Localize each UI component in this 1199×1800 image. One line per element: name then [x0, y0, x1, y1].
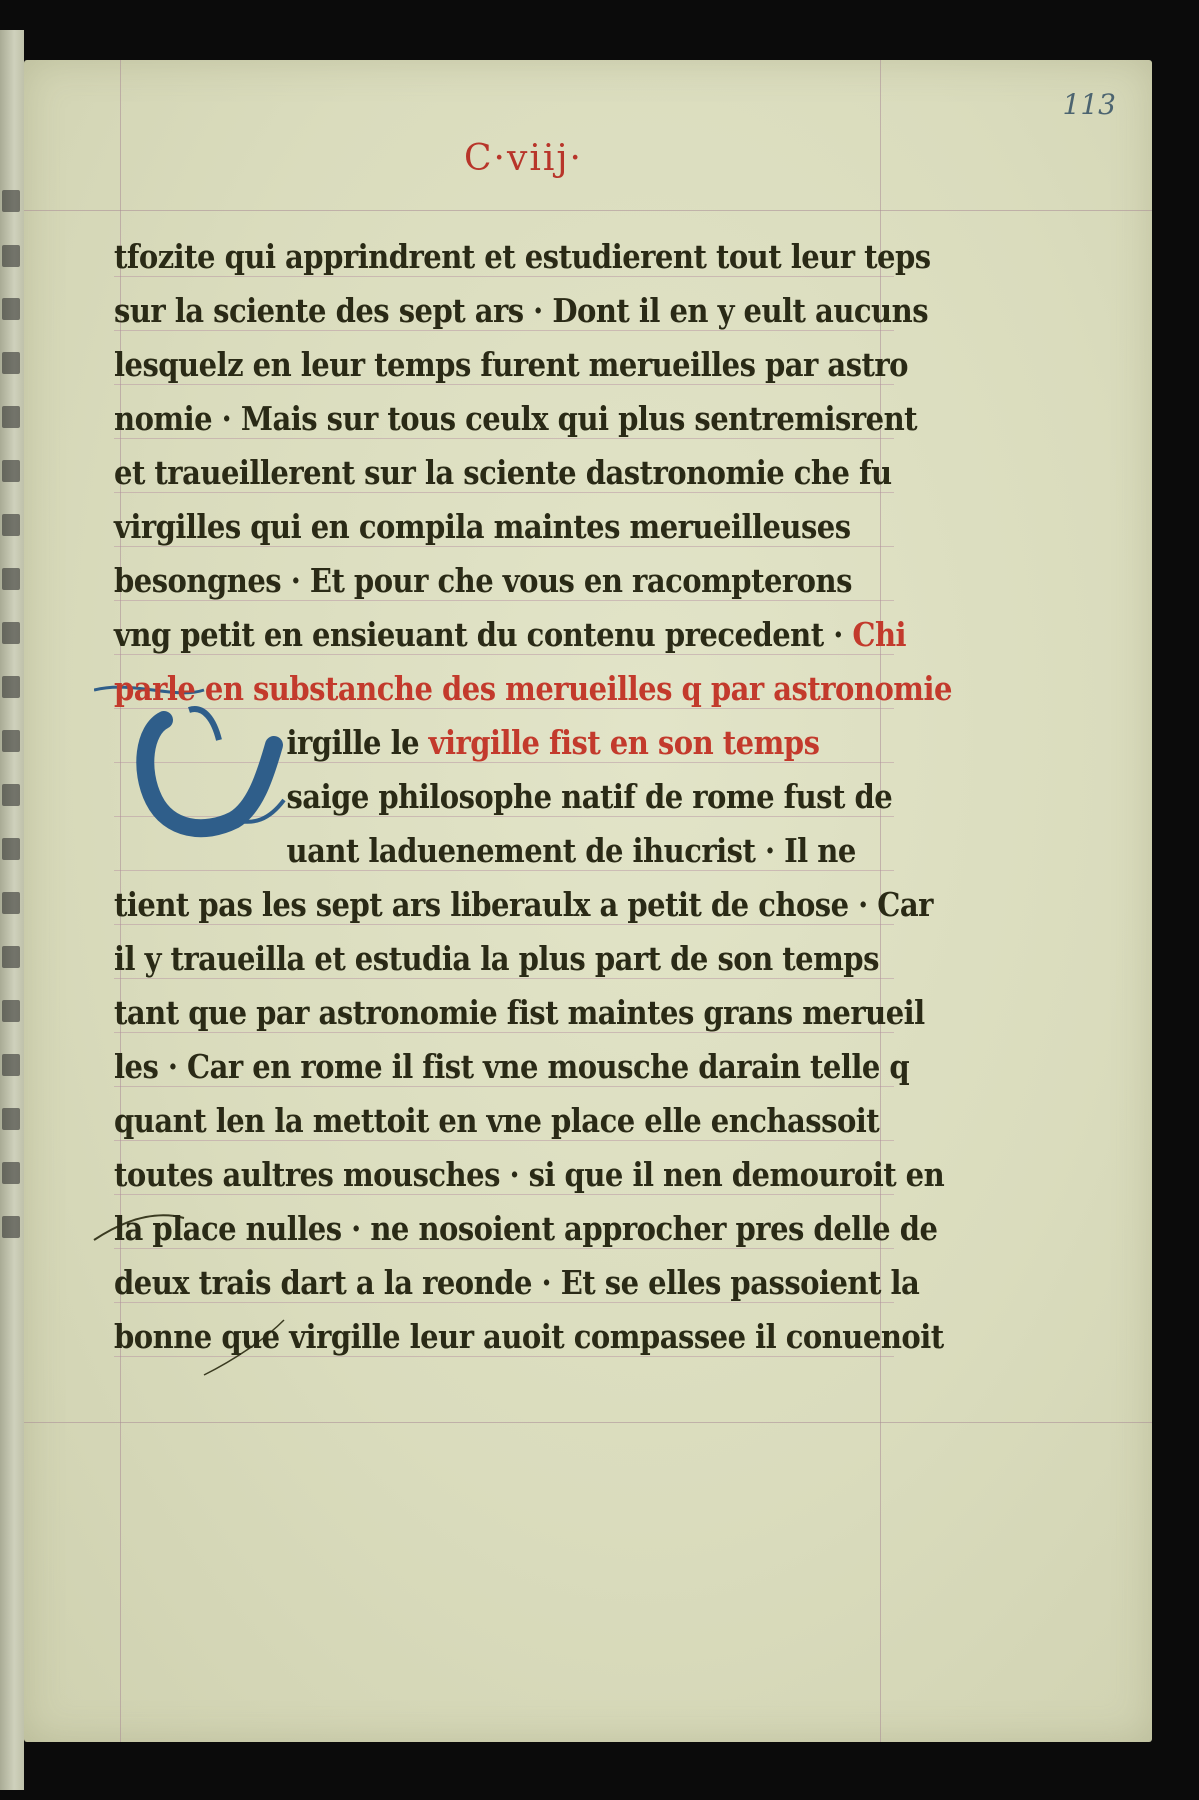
text-segment: saige philosophe natif de rome fust de — [286, 777, 893, 816]
text-line — [114, 824, 856, 878]
folio-number: 113 — [1062, 88, 1116, 121]
text-segment: virgilles qui en compila maintes merueilleuses — [114, 507, 851, 546]
text-segment: bonne que virgille leur auoit compassee il conuenoit — [114, 1317, 944, 1356]
text-segment: toutes aultres mousches · si que il nen demouroit en — [114, 1155, 945, 1194]
ruling-line-bottom — [24, 1422, 1152, 1423]
text-line — [114, 284, 929, 338]
text-segment: deux trais dart a la reonde · Et se elles passoient la — [114, 1263, 920, 1302]
text-line — [114, 878, 933, 932]
text-segment: nomie · Mais sur tous ceulx qui plus sentremisrent — [114, 399, 918, 438]
text-line — [114, 932, 879, 986]
text-line — [114, 1256, 920, 1310]
text-line — [114, 446, 892, 500]
rubric-text: Chi — [852, 615, 907, 654]
text-line — [114, 662, 952, 716]
text-line — [114, 1148, 945, 1202]
text-segment: irgille le — [286, 723, 429, 762]
facing-page-edge — [0, 30, 24, 1790]
text-segment: sur la sciente des sept ars · Dont il en y eult aucuns — [114, 291, 929, 330]
text-segment: tant que par astronomie fist maintes grans merueil — [114, 993, 925, 1032]
main-text-block — [114, 230, 952, 1364]
running-head: C·viij· — [464, 138, 583, 179]
text-segment: uant laduenement de ihucrist · Il ne — [286, 831, 856, 870]
rubric-text: virgille fist en son temps — [428, 723, 820, 762]
text-segment: il y traueilla et estudia la plus part de son temps — [114, 939, 879, 978]
text-segment: vng petit en ensieuant du contenu precedent · — [114, 615, 853, 654]
text-line — [114, 1040, 910, 1094]
text-line — [114, 770, 893, 824]
text-segment: besongnes · Et pour che vous en racompterons — [114, 561, 852, 600]
manuscript-folio — [24, 60, 1152, 1742]
text-segment: les · Car en rome il fist vne mousche darain telle q — [114, 1047, 910, 1086]
text-line — [114, 608, 907, 662]
text-line — [114, 230, 931, 284]
text-segment: quant len la mettoit en vne place elle enchassoit — [114, 1101, 880, 1140]
text-line — [114, 716, 818, 770]
text-line — [114, 986, 925, 1040]
text-line — [114, 338, 909, 392]
text-line — [114, 1202, 938, 1256]
text-line — [114, 554, 852, 608]
text-line — [114, 500, 851, 554]
text-line — [114, 392, 918, 446]
ruling-line-top — [24, 210, 1152, 211]
text-line — [114, 1310, 944, 1364]
text-segment: tfozite qui apprindrent et estudierent tout leur teps — [114, 237, 931, 276]
text-segment: la place nulles · ne nosoient approcher pres delle de — [114, 1209, 938, 1248]
text-line — [114, 1094, 880, 1148]
text-segment: et traueillerent sur la sciente dastronomie che fu — [114, 453, 892, 492]
rubric-text: parle en substanche des merueilles q par astronomie — [114, 669, 952, 708]
text-segment: tient pas les sept ars liberaulx a petit de chose · Car — [114, 885, 933, 924]
text-segment: lesquelz en leur temps furent merueilles par astro — [114, 345, 909, 384]
